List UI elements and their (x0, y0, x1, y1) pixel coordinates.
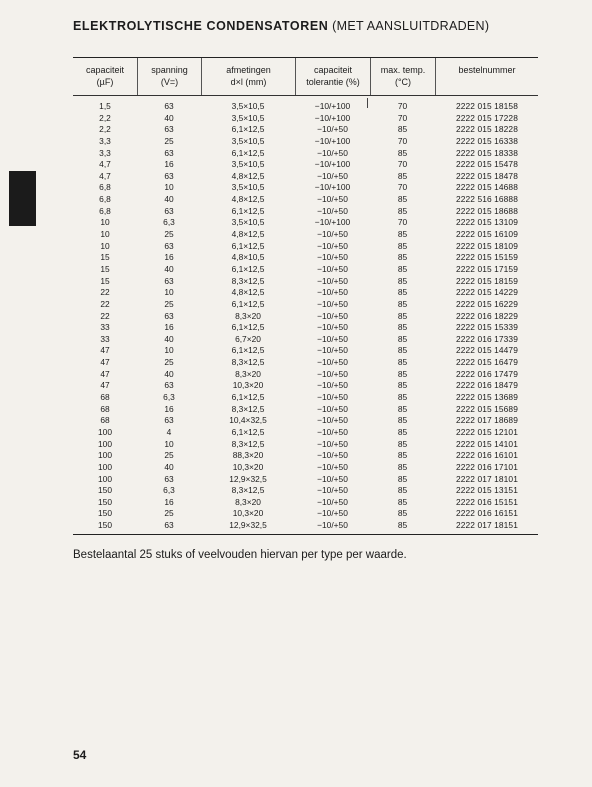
cell-tolerance: −10/+50 (317, 170, 348, 181)
cell-voltage: 40 (164, 368, 174, 379)
cell-tolerance: −10/+50 (317, 310, 348, 321)
cell-dimensions: 6,1×12,5 (231, 298, 265, 309)
cell-capacitance: 100 (98, 473, 112, 484)
table-row (73, 171, 538, 183)
cell-max-temp: 85 (397, 450, 408, 461)
cell-dimensions: 8,3×12,5 (231, 403, 265, 414)
table-row (73, 392, 538, 404)
header-tolerance: capaciteit tolerantie (%) (295, 58, 370, 95)
cell-tolerance: −10/+50 (317, 345, 348, 356)
cell-tolerance: −10/+50 (317, 205, 348, 216)
cell-capacitance: 33 (100, 333, 110, 344)
cell-max-temp: 85 (397, 496, 408, 507)
cell-max-temp: 85 (397, 508, 408, 519)
table-row (73, 276, 538, 288)
cell-voltage: 25 (164, 298, 174, 309)
capacitor-table (73, 57, 538, 535)
cell-max-temp: 85 (397, 392, 408, 403)
cell-voltage: 16 (164, 322, 174, 333)
cell-dimensions: 10,4×32,5 (229, 415, 267, 426)
cell-order-number: 2222 015 15689 (456, 403, 518, 414)
cell-order-number: 2222 016 18229 (456, 310, 518, 321)
cell-max-temp: 85 (397, 298, 408, 309)
cell-voltage: 10 (164, 182, 174, 193)
cell-voltage: 16 (164, 496, 174, 507)
table-row (73, 439, 538, 451)
table-row (73, 229, 538, 241)
page-number: 54 (73, 748, 87, 762)
cell-tolerance: −10/+50 (317, 380, 348, 391)
cell-max-temp: 85 (397, 333, 408, 344)
cell-order-number: 2222 015 15478 (456, 159, 518, 170)
cell-order-number: 2222 016 17339 (456, 333, 518, 344)
cell-capacitance: 6,8 (99, 205, 111, 216)
cell-capacitance: 100 (98, 461, 112, 472)
cell-order-number: 2222 516 16888 (456, 194, 518, 205)
table-row (73, 311, 538, 323)
cell-dimensions: 4,8×12,5 (231, 287, 265, 298)
cell-order-number: 2222 015 14688 (456, 182, 518, 193)
cell-tolerance: −10/+50 (317, 240, 348, 251)
cell-max-temp: 70 (397, 182, 408, 193)
cell-order-number: 2222 015 13151 (456, 485, 518, 496)
cell-tolerance: −10/+50 (317, 496, 348, 507)
cell-dimensions: 3,5×10,5 (231, 112, 265, 123)
cell-order-number: 2222 016 15151 (456, 496, 518, 507)
cell-dimensions: 10,3×20 (232, 508, 264, 519)
cell-voltage: 25 (164, 135, 174, 146)
cell-capacitance: 15 (100, 252, 110, 263)
cell-tolerance: −10/+50 (317, 485, 348, 496)
cell-dimensions: 88,3×20 (232, 450, 264, 461)
cell-voltage: 63 (164, 101, 174, 111)
cell-dimensions: 12,9×32,5 (229, 473, 267, 484)
cell-capacitance: 4,7 (99, 159, 111, 170)
cell-tolerance: −10/+50 (317, 450, 348, 461)
cell-voltage: 25 (164, 229, 174, 240)
title-subtitle: (MET AANSLUITDRADEN) (332, 19, 490, 33)
table-header (73, 58, 538, 96)
cell-max-temp: 85 (397, 368, 408, 379)
table-row (73, 148, 538, 160)
cell-dimensions: 8,3×20 (235, 368, 261, 379)
cell-order-number: 2222 015 15159 (456, 252, 518, 263)
cell-tolerance: −10/+50 (317, 147, 348, 158)
cell-tolerance: −10/+50 (317, 275, 348, 286)
cell-max-temp: 85 (397, 322, 408, 333)
cell-tolerance: −10/+50 (317, 403, 348, 414)
cell-max-temp: 85 (397, 275, 408, 286)
cell-capacitance: 47 (100, 368, 110, 379)
cell-voltage: 63 (164, 520, 174, 531)
cell-capacitance: 1,5 (99, 101, 111, 111)
cell-max-temp: 85 (397, 357, 408, 368)
column-tick (367, 98, 368, 108)
cell-max-temp: 85 (397, 147, 408, 158)
table-row (73, 404, 538, 416)
table-row (73, 101, 538, 113)
table-row (73, 508, 538, 520)
cell-order-number: 2222 015 16338 (456, 135, 518, 146)
cell-order-number: 2222 015 18688 (456, 205, 518, 216)
cell-dimensions: 10,3×20 (232, 461, 264, 472)
cell-tolerance: −10/+50 (317, 473, 348, 484)
cell-tolerance: −10/+50 (317, 426, 348, 437)
cell-capacitance: 22 (100, 310, 110, 321)
cell-capacitance: 100 (98, 426, 112, 437)
cell-voltage: 10 (164, 287, 174, 298)
page-title (73, 19, 489, 33)
cell-max-temp: 85 (397, 461, 408, 472)
cell-dimensions: 8,3×12,5 (231, 275, 265, 286)
cell-capacitance: 22 (100, 287, 110, 298)
cell-max-temp: 85 (397, 380, 408, 391)
cell-capacitance: 6,8 (99, 182, 111, 193)
cell-dimensions: 8,3×12,5 (231, 485, 265, 496)
cell-dimensions: 6,1×12,5 (231, 345, 265, 356)
cell-max-temp: 70 (397, 217, 408, 228)
cell-voltage: 63 (164, 380, 174, 391)
cell-order-number: 2222 016 17479 (456, 368, 518, 379)
cell-max-temp: 85 (397, 124, 408, 135)
cell-voltage: 16 (164, 252, 174, 263)
cell-voltage: 63 (164, 415, 174, 426)
cell-max-temp: 85 (397, 345, 408, 356)
cell-max-temp: 85 (397, 287, 408, 298)
cell-order-number: 2222 017 18151 (456, 520, 518, 531)
cell-dimensions: 3,5×10,5 (231, 101, 265, 111)
cell-voltage: 4 (166, 426, 172, 437)
cell-voltage: 63 (164, 205, 174, 216)
cell-dimensions: 6,1×12,5 (231, 322, 265, 333)
cell-max-temp: 85 (397, 520, 408, 531)
cell-dimensions: 6,7×20 (235, 333, 261, 344)
cell-max-temp: 85 (397, 170, 408, 181)
table-row (73, 345, 538, 357)
header-dimensions: afmetingen d×l (mm) (201, 58, 295, 95)
thumb-index-tab (9, 171, 36, 226)
cell-tolerance: −10/+100 (314, 182, 351, 193)
cell-order-number: 2222 016 17101 (456, 461, 518, 472)
cell-dimensions: 6,1×12,5 (231, 205, 265, 216)
cell-dimensions: 6,1×12,5 (231, 263, 265, 274)
cell-max-temp: 85 (397, 415, 408, 426)
cell-capacitance: 10 (100, 229, 110, 240)
table-row (73, 322, 538, 334)
cell-dimensions: 3,5×10,5 (231, 135, 265, 146)
table-row (73, 427, 538, 439)
table-row (73, 415, 538, 427)
cell-order-number: 2222 016 18479 (456, 380, 518, 391)
cell-tolerance: −10/+50 (317, 461, 348, 472)
cell-dimensions: 6,1×12,5 (231, 392, 265, 403)
cell-order-number: 2222 015 18228 (456, 124, 518, 135)
cell-voltage: 40 (164, 333, 174, 344)
cell-dimensions: 8,3×12,5 (231, 357, 265, 368)
cell-capacitance: 6,8 (99, 194, 111, 205)
cell-voltage: 25 (164, 508, 174, 519)
cell-voltage: 63 (164, 170, 174, 181)
cell-voltage: 40 (164, 263, 174, 274)
cell-voltage: 63 (164, 147, 174, 158)
cell-tolerance: −10/+100 (314, 217, 351, 228)
table-row (73, 264, 538, 276)
cell-order-number: 2222 015 14229 (456, 287, 518, 298)
cell-order-number: 2222 017 18689 (456, 415, 518, 426)
cell-tolerance: −10/+50 (317, 252, 348, 263)
table-row (73, 450, 538, 462)
cell-order-number: 2222 015 15339 (456, 322, 518, 333)
cell-capacitance: 10 (100, 217, 110, 228)
cell-capacitance: 68 (100, 403, 110, 414)
cell-voltage: 40 (164, 461, 174, 472)
cell-order-number: 2222 015 18338 (456, 147, 518, 158)
cell-max-temp: 70 (397, 159, 408, 170)
cell-tolerance: −10/+100 (314, 112, 351, 123)
cell-capacitance: 2,2 (99, 112, 111, 123)
table-row (73, 182, 538, 194)
cell-tolerance: −10/+100 (314, 101, 351, 111)
cell-dimensions: 10,3×20 (232, 380, 264, 391)
cell-order-number: 2222 015 14101 (456, 438, 518, 449)
cell-dimensions: 3,5×10,5 (231, 159, 265, 170)
cell-capacitance: 3,3 (99, 147, 111, 158)
cell-voltage: 40 (164, 112, 174, 123)
cell-order-number: 2222 015 18478 (456, 170, 518, 181)
table-row (73, 299, 538, 311)
cell-capacitance: 47 (100, 345, 110, 356)
cell-tolerance: −10/+50 (317, 333, 348, 344)
table-row (73, 520, 538, 532)
cell-voltage: 10 (164, 345, 174, 356)
cell-dimensions: 6,1×12,5 (231, 124, 265, 135)
cell-max-temp: 85 (397, 229, 408, 240)
cell-capacitance: 150 (98, 508, 112, 519)
cell-tolerance: −10/+50 (317, 322, 348, 333)
cell-tolerance: −10/+100 (314, 135, 351, 146)
cell-voltage: 25 (164, 450, 174, 461)
cell-tolerance: −10/+50 (317, 298, 348, 309)
cell-max-temp: 85 (397, 310, 408, 321)
cell-capacitance: 68 (100, 392, 110, 403)
cell-max-temp: 70 (397, 101, 408, 111)
cell-tolerance: −10/+50 (317, 287, 348, 298)
cell-order-number: 2222 015 16109 (456, 229, 518, 240)
cell-dimensions: 4,8×12,5 (231, 194, 265, 205)
cell-voltage: 6,3 (163, 217, 175, 228)
cell-capacitance: 22 (100, 298, 110, 309)
cell-max-temp: 85 (397, 205, 408, 216)
cell-dimensions: 8,3×20 (235, 310, 261, 321)
table-row (73, 194, 538, 206)
cell-tolerance: −10/+50 (317, 124, 348, 135)
cell-order-number: 2222 015 17228 (456, 112, 518, 123)
table-row (73, 485, 538, 497)
cell-capacitance: 47 (100, 380, 110, 391)
cell-voltage: 63 (164, 240, 174, 251)
cell-voltage: 63 (164, 473, 174, 484)
table-row (73, 369, 538, 381)
header-voltage: spanning (V=) (137, 58, 201, 95)
cell-max-temp: 85 (397, 485, 408, 496)
cell-dimensions: 4,8×10,5 (231, 252, 265, 263)
table-row (73, 252, 538, 264)
cell-voltage: 63 (164, 124, 174, 135)
cell-voltage: 16 (164, 403, 174, 414)
table-row (73, 474, 538, 486)
table-row (73, 206, 538, 218)
cell-dimensions: 4,8×12,5 (231, 229, 265, 240)
cell-max-temp: 85 (397, 473, 408, 484)
cell-voltage: 16 (164, 159, 174, 170)
cell-capacitance: 15 (100, 263, 110, 274)
table-row (73, 124, 538, 136)
cell-capacitance: 150 (98, 485, 112, 496)
cell-max-temp: 85 (397, 438, 408, 449)
cell-dimensions: 8,3×20 (235, 496, 261, 507)
table-row (73, 462, 538, 474)
cell-tolerance: −10/+50 (317, 357, 348, 368)
cell-order-number: 2222 016 16151 (456, 508, 518, 519)
cell-dimensions: 8,3×12,5 (231, 438, 265, 449)
cell-tolerance: −10/+50 (317, 194, 348, 205)
cell-order-number: 2222 015 18159 (456, 275, 518, 286)
cell-order-number: 2222 015 14479 (456, 345, 518, 356)
cell-tolerance: −10/+50 (317, 263, 348, 274)
cell-capacitance: 15 (100, 275, 110, 286)
cell-order-number: 2222 015 17159 (456, 263, 518, 274)
cell-capacitance: 100 (98, 438, 112, 449)
cell-max-temp: 85 (397, 426, 408, 437)
header-max-temp: max. temp. (°C) (370, 58, 435, 95)
cell-capacitance: 2,2 (99, 124, 111, 135)
cell-voltage: 40 (164, 194, 174, 205)
cell-order-number: 2222 015 13689 (456, 392, 518, 403)
table-row (73, 497, 538, 509)
header-order-number: bestelnummer (435, 58, 538, 95)
cell-dimensions: 12,9×32,5 (229, 520, 267, 531)
order-quantity-note: Bestelaantal 25 stuks of veelvouden hiervan per type per waarde. (73, 549, 407, 561)
cell-voltage: 6,3 (163, 485, 175, 496)
title-bold: ELEKTROLYTISCHE CONDENSATOREN (73, 19, 329, 33)
cell-capacitance: 47 (100, 357, 110, 368)
table-row (73, 357, 538, 369)
cell-tolerance: −10/+50 (317, 415, 348, 426)
table-row (73, 136, 538, 148)
cell-tolerance: −10/+50 (317, 438, 348, 449)
cell-max-temp: 85 (397, 194, 408, 205)
header-capacitance: capaciteit (µF) (85, 65, 125, 87)
cell-order-number: 2222 015 12101 (456, 426, 518, 437)
cell-tolerance: −10/+50 (317, 520, 348, 531)
cell-dimensions: 6,1×12,5 (231, 147, 265, 158)
table-bottom-rule (73, 534, 538, 535)
cell-order-number: 2222 015 18158 (456, 101, 518, 111)
table-row (73, 287, 538, 299)
cell-max-temp: 70 (397, 112, 408, 123)
cell-dimensions: 6,1×12,5 (231, 240, 265, 251)
cell-dimensions: 3,5×10,5 (231, 182, 265, 193)
cell-voltage: 63 (164, 275, 174, 286)
cell-order-number: 2222 016 16101 (456, 450, 518, 461)
cell-dimensions: 6,1×12,5 (231, 426, 265, 437)
cell-dimensions: 3,5×10,5 (231, 217, 265, 228)
table-row (73, 380, 538, 392)
cell-tolerance: −10/+100 (314, 159, 351, 170)
cell-capacitance: 150 (98, 496, 112, 507)
cell-voltage: 10 (164, 438, 174, 449)
table-row (73, 334, 538, 346)
cell-voltage: 25 (164, 357, 174, 368)
cell-order-number: 2222 015 13109 (456, 217, 518, 228)
cell-capacitance: 150 (98, 520, 112, 531)
table-row (73, 113, 538, 125)
cell-capacitance: 4,7 (99, 170, 111, 181)
cell-order-number: 2222 015 16479 (456, 357, 518, 368)
cell-max-temp: 85 (397, 252, 408, 263)
cell-max-temp: 85 (397, 263, 408, 274)
table-row (73, 217, 538, 229)
table-row (73, 241, 538, 253)
cell-dimensions: 4,8×12,5 (231, 170, 265, 181)
cell-voltage: 6,3 (163, 392, 175, 403)
cell-capacitance: 100 (98, 450, 112, 461)
cell-max-temp: 70 (397, 135, 408, 146)
cell-order-number: 2222 015 16229 (456, 298, 518, 309)
cell-tolerance: −10/+50 (317, 392, 348, 403)
cell-voltage: 63 (164, 310, 174, 321)
cell-capacitance: 33 (100, 322, 110, 333)
cell-capacitance: 68 (100, 415, 110, 426)
cell-order-number: 2222 015 18109 (456, 240, 518, 251)
table-row (73, 159, 538, 171)
cell-tolerance: −10/+50 (317, 508, 348, 519)
cell-order-number: 2222 017 18101 (456, 473, 518, 484)
cell-tolerance: −10/+50 (317, 229, 348, 240)
table-body (73, 96, 538, 534)
cell-capacitance: 3,3 (99, 135, 111, 146)
cell-max-temp: 85 (397, 403, 408, 414)
cell-tolerance: −10/+50 (317, 368, 348, 379)
cell-max-temp: 85 (397, 240, 408, 251)
cell-capacitance: 10 (100, 240, 110, 251)
